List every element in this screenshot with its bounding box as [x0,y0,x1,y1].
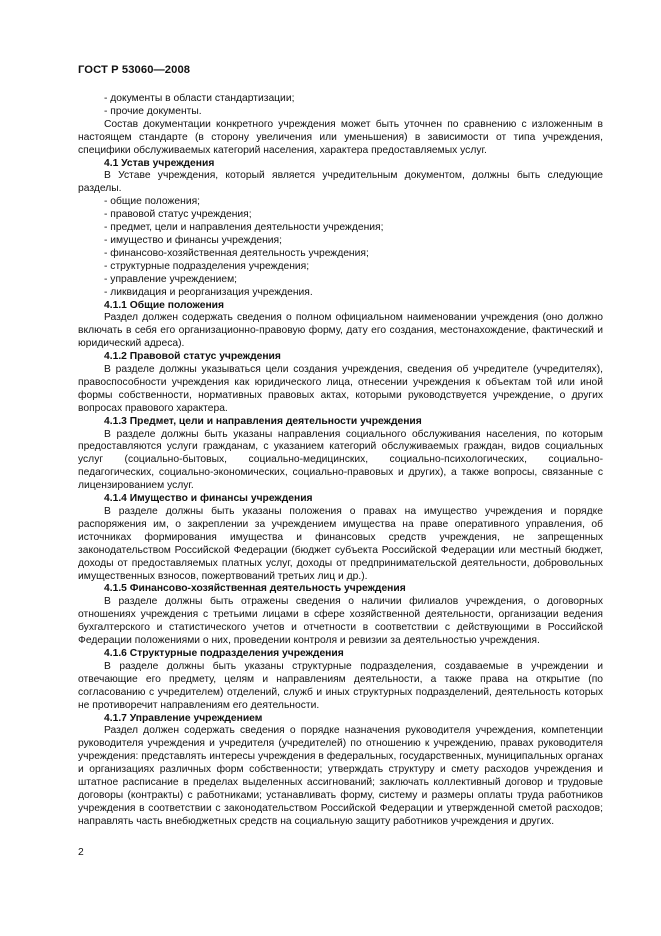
paragraph: В разделе должны быть указаны структурные подразделения, создаваемые в учреждении и отвечающие его предмету, целям и направлениям деятельности, а также права на открытие (по согласованию с учредителем) отделений, служб и иных структурных подразделений, деятельность которых не противоречит направлениям его деятельности. [78,660,603,711]
list-item: - финансово-хозяйственная деятельность учреждения; [104,247,369,259]
section-heading: 4.1 Устав учреждения [104,157,215,169]
list-item: - документы в области стандартизации; [104,93,295,104]
section-heading: 4.1.1 Общие положения [104,299,224,311]
list-item: - предмет, цели и направления деятельности учреждения; [104,222,384,234]
list-item: - прочие документы. [104,105,202,117]
list-item: - управление учреждением; [104,273,238,285]
paragraph: В разделе должны быть отражены сведения о наличии филиалов учреждения, о договорных отношениях учреждения с третьими лицами в сфере хозяйственной деятельности, организации ведения бухгалтерского и статистического учетов и отчетности в соответствии с действующими в Российской Федерации положениями о них, проведении контроля и ревизии за деятельностью учреждения. [78,596,603,647]
paragraph: В разделе должны быть указаны направления социального обслуживания населения, по которым предоставляются услуги гражданам, с указанием категорий обслуживаемых граждан, видов социальных услуг (социально-бытовых, социально-медицинских, социально-психологических, социально-педагогических, социально-экономических, социально-правовых и других), а также вопросы, связанные с лицензированием услуг. [78,428,603,492]
list-item: - имущество и финансы учреждения; [104,234,282,246]
list-item: - структурные подразделения учреждения; [104,260,310,272]
list-item: - общие положения; [104,196,201,208]
paragraph: Состав документации конкретного учреждения может быть уточнен по сравнению с изложенным в настоящем стандарте (в сторону увеличения или уменьшения) в зависимости от типа учреждения, специфики обслуживаемых категорий населения, характера предоставляемых услуг. [78,118,603,156]
section-heading: 4.1.7 Управление учреждением [104,712,263,724]
section-heading: 4.1.2 Правовой статус учреждения [104,351,281,363]
paragraph: В Уставе учреждения, который является учредительным документом, должны быть следующие разделы. [78,170,603,195]
section-heading: 4.1.5 Финансово-хозяйственная деятельность учреждения [104,583,406,595]
paragraph: Раздел должен содержать сведения о полном официальном наименовании учреждения (оно должно включать в себя его организационно-правовую форму, дату его создания, местонахождение, фактический и юридический адреса). [78,312,603,350]
list-item: - ликвидация и реорганизация учреждения. [104,286,313,298]
list-item: - правовой статус учреждения; [104,209,252,221]
paragraph: В разделе должны указываться цели создания учреждения, сведения об учредителе (учредителях), правоспособности учреждения как юридического лица, отнесении учреждения к объектам той или иной формы собственности, нормативных правовых актах, которыми руководствуется учреждение, о других вопросах правового характера. [78,364,603,414]
page-number: 2 [78,847,84,858]
paragraph: Раздел должен содержать сведения о порядке назначения руководителя учреждения, компетенции руководителя учреждения и учредителя (учредителей) по отношению к учреждению, правах руководителя учреждения: представлять интересы учреждения в федеральных, государственных, муниципальных органах и организациях различных форм собственности; утверждать структуру и смету расходов учреждения и штатное расписание в пределах выделенных ассигнований; заключать коллективный договор и трудовые договоры (контракты) с работниками; устанавливать форму, систему и размеры оплаты труда работников учреждения в соответствии с законодательством Российской Федерации и утвержденной сметой расходов; направлять часть внебюджетных средств на социальную защиту работников учреждения и других. [78,725,603,827]
document-header: ГОСТ Р 53060—2008 [78,64,191,76]
document-body [78,93,603,829]
section-heading: 4.1.4 Имущество и финансы учреждения [104,493,313,505]
section-heading: 4.1.3 Предмет, цели и направления деятельности учреждения [104,415,422,427]
paragraph: В разделе должны быть указаны положения о правах на имущество учреждения и порядке распоряжения им, о закреплении за учреждением имущества на праве оперативного управления, об источниках формирования имущества и финансовых средств учреждения, не запрещенных законодательством Российской Федерации (бюджет субъекта Российской Федерации или местный бюджет, доходы от предоставляемых платных услуг, доходы от предпринимательской деятельности, добровольных имущественных взносов, пожертвований третьих лиц и др.). [78,506,603,582]
section-heading: 4.1.6 Структурные подразделения учреждения [104,647,344,659]
